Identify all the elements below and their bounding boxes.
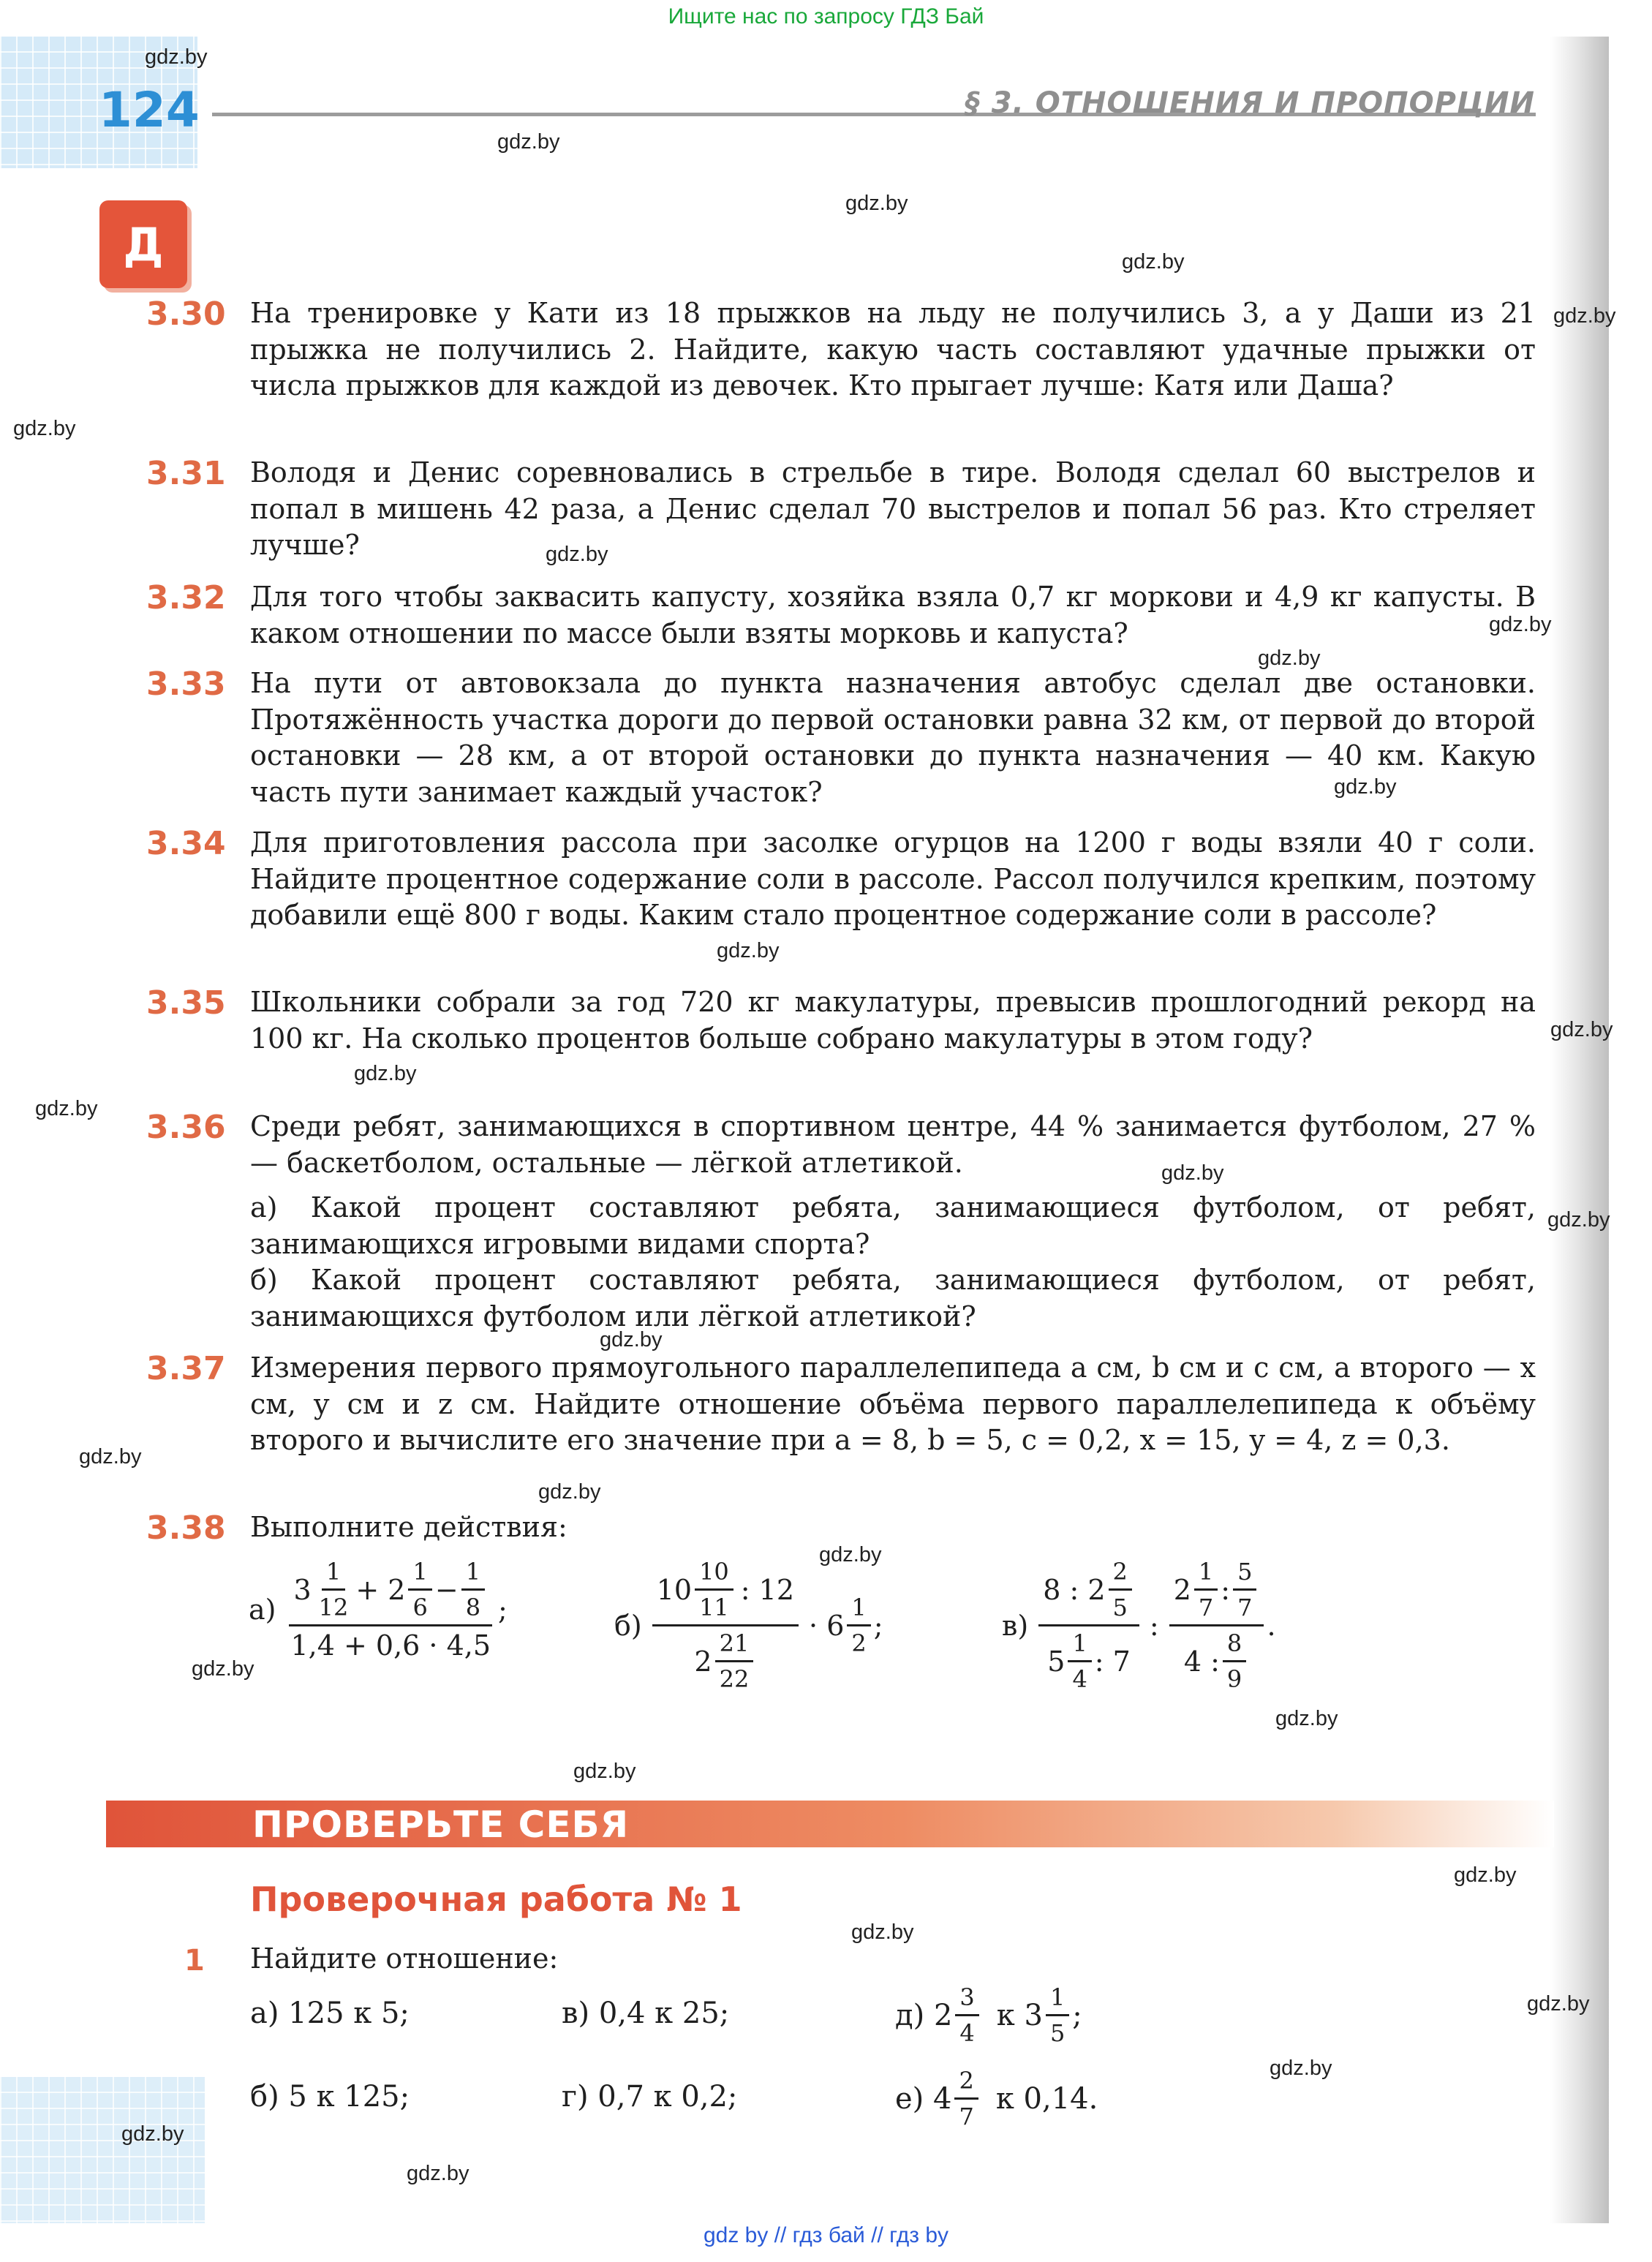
problem-3-33	[146, 666, 1536, 810]
option-g: г) 0,7 к 0,2;	[562, 2080, 738, 2114]
problem-3-31	[146, 455, 1536, 564]
text: к 0,14.	[995, 2081, 1098, 2116]
den: 8	[465, 1594, 481, 1621]
text: к 3	[996, 1998, 1043, 2032]
num: 2	[1109, 1558, 1132, 1591]
watermark: gdz.by	[851, 1920, 914, 1944]
denominator: 1,4 + 0,6 · 4,5	[290, 1629, 491, 1662]
num: 5	[1233, 1558, 1256, 1591]
num: 1	[322, 1558, 345, 1591]
numerator	[652, 1558, 799, 1626]
test-work-title: Проверочная работа № 1	[250, 1880, 742, 1919]
expression-label: б)	[614, 1609, 642, 1642]
problem-number: 3.31	[146, 455, 226, 492]
whole: 2	[694, 1645, 712, 1678]
punct: ;	[498, 1594, 508, 1626]
watermark: gdz.by	[1270, 2056, 1332, 2080]
num: 10	[695, 1558, 733, 1591]
option-v: в) 0,4 к 25;	[562, 1997, 730, 2030]
watermark: gdz.by	[1275, 1707, 1338, 1730]
watermark: gdz.by	[1547, 1208, 1610, 1232]
watermark: gdz.by	[573, 1760, 636, 1783]
denominator	[1043, 1626, 1135, 1693]
den: 11	[699, 1594, 729, 1621]
big-fraction	[286, 1558, 495, 1662]
denominator	[690, 1626, 761, 1693]
operator: :	[1221, 1573, 1231, 1606]
problem-text: Среди ребят, занимающихся в спортивном центре, 44 % занимается футболом, 27 % — баскетболом, остальные — лёгкой атлетикой.	[250, 1110, 1536, 1179]
problem-3-32	[146, 579, 1536, 652]
fraction-1	[1038, 1558, 1139, 1693]
den: 5	[1112, 1594, 1128, 1621]
watermark: gdz.by	[1161, 1161, 1224, 1185]
den: 4	[959, 2019, 975, 2047]
watermark: gdz.by	[717, 939, 780, 962]
den: 22	[719, 1665, 750, 1693]
problem-text: Володя и Денис соревновались в стрельбе в тире. Володя сделал 60 выстрелов и попал в мишень 42 раза, а Денис сделал 70 выстрелов и попал 56 раз. Кто стреляет лучше?	[250, 456, 1536, 561]
watermark: gdz.by	[1550, 1018, 1613, 1041]
watermark: gdz.by	[1527, 1992, 1590, 2016]
problem-text: Для приготовления рассола при засолке огурцов на 1200 г воды взяли 40 г соли. Найдите процентное содержание соли в рассоле. Рассол получился крепким, поэтому добавили ещё 800 г воды. Каким стало процентное содержание соли в рассоле?	[250, 826, 1536, 931]
expression-c	[1002, 1558, 1276, 1693]
operator: · 6	[809, 1609, 845, 1642]
denominator	[1180, 1626, 1253, 1693]
problem-text: Измерения первого прямоугольного параллелепипеда a см, b см и c см, а второго — x см, y см и z см. Найдите отношение объёма первого параллелепипеда к объёму второго и вычислите его значение при a = 8, b = 5, c = 0,2, x = 15, y = 4, z = 0,3.	[250, 1351, 1536, 1456]
level-d-badge: Д	[99, 200, 187, 288]
problem-3-36	[146, 1109, 1536, 1335]
den: 6	[412, 1594, 428, 1621]
den: 7	[1198, 1594, 1214, 1621]
problem-3-30	[146, 295, 1536, 404]
fraction-2	[1169, 1558, 1264, 1693]
operator: −	[434, 1573, 459, 1606]
numerator	[289, 1558, 492, 1626]
punct: ;	[1072, 1998, 1082, 2032]
num: 2	[954, 2067, 978, 2100]
num: 1	[847, 1594, 870, 1626]
big-fraction	[652, 1558, 799, 1693]
check-yourself-title: ПРОВЕРЬТЕ СЕБЯ	[252, 1803, 630, 1846]
watermark: gdz.by	[1122, 250, 1185, 274]
problem-number: 3.38	[146, 1509, 226, 1547]
expression-a	[249, 1558, 508, 1662]
punct: ;	[873, 1609, 883, 1642]
operator: : 12	[740, 1573, 795, 1606]
problem-text: На тренировке у Кати из 18 прыжков на льду не получились 3, а у Даши из 21 прыжка не получились 2. Найдите, какую часть составляют удачные прыжки от числа прыжков для каждой из девочек. Кто прыгает лучше: Катя или Даша?	[250, 297, 1536, 401]
den: 12	[318, 1594, 349, 1621]
problem-number: 3.35	[146, 984, 226, 1022]
num: 21	[715, 1629, 754, 1662]
den: 7	[1237, 1594, 1253, 1621]
numerator	[1038, 1558, 1139, 1626]
expression-label: в)	[1002, 1609, 1029, 1642]
problem-text: Для того чтобы заквасить капусту, хозяйка взяла 0,7 кг моркови и 4,9 кг капусты. В каком отношении по массе были взяты морковь и капуста?	[250, 581, 1536, 649]
watermark: gdz.by	[600, 1328, 663, 1351]
whole: 2	[1173, 1573, 1191, 1606]
den: 5	[1049, 2019, 1065, 2047]
num: 8	[1223, 1629, 1246, 1662]
problem-number: 3.32	[146, 579, 226, 617]
watermark: gdz.by	[354, 1062, 417, 1085]
den: 2	[851, 1629, 867, 1657]
problem-3-35	[146, 984, 1536, 1057]
num: 1	[408, 1558, 431, 1591]
watermark: gdz.by	[1258, 646, 1321, 670]
watermark: gdz.by	[121, 2122, 184, 2146]
problem-number: 3.37	[146, 1350, 226, 1387]
den: 9	[1226, 1665, 1242, 1693]
whole: 10	[656, 1573, 693, 1606]
watermark: gdz.by	[145, 45, 208, 69]
bottom-links[interactable]: gdz by // гдз бай // гдз by	[703, 2223, 949, 2247]
decorative-grid-bottom	[0, 2077, 205, 2223]
problem-3-38	[146, 1509, 1536, 1546]
watermark: gdz.by	[538, 1480, 601, 1504]
watermark: gdz.by	[497, 130, 560, 154]
watermark: gdz.by	[1334, 775, 1397, 799]
expression-b	[614, 1558, 883, 1693]
section-title: § 3. ОТНОШЕНИЯ И ПРОПОРЦИИ	[965, 86, 1535, 120]
page-spine-shadow	[1550, 37, 1609, 2223]
problem-3-37	[146, 1350, 1536, 1459]
num: 1	[1194, 1558, 1218, 1591]
watermark: gdz.by	[192, 1657, 254, 1681]
problem-number: 3.33	[146, 666, 226, 703]
task-number: 1	[184, 1944, 205, 1978]
whole: 3	[293, 1573, 312, 1606]
problem-text: Школьники собрали за год 720 кг макулатуры, превысив прошлогодний рекорд на 100 кг. На сколько процентов больше собрано макулатуры в этом году?	[250, 986, 1536, 1055]
expression-label: а)	[249, 1594, 276, 1626]
page-number: 124	[99, 82, 200, 138]
option-b: б) 5 к 125;	[250, 2080, 410, 2114]
watermark: gdz.by	[1553, 304, 1616, 328]
option-d	[895, 1983, 1082, 2047]
option-e	[895, 2067, 1098, 2130]
problem-3-34	[146, 825, 1536, 934]
operator: + 2	[355, 1573, 406, 1606]
task-text: Найдите отношение:	[250, 1942, 559, 1975]
problem-number: 3.36	[146, 1109, 226, 1146]
watermark: gdz.by	[546, 543, 608, 566]
den: 4	[1072, 1665, 1087, 1693]
numerator	[1169, 1558, 1264, 1626]
num: 1	[1046, 1983, 1069, 2016]
num: 1	[1068, 1629, 1091, 1662]
problem-number: 3.30	[146, 295, 226, 333]
top-search-link[interactable]: Ищите нас по запросу ГДЗ Бай	[668, 4, 984, 29]
problem-text: На пути от автовокзала до пункта назначения автобус сделал две остановки. Протяжённость участка дороги до первой остановки равна 32 км, от первой до второй остановки — 28 км, а от второй остановки до пункта назначения — 40 км. Какую часть пути занимает каждый участок?	[250, 667, 1536, 808]
watermark: gdz.by	[407, 2162, 469, 2185]
watermark: gdz.by	[819, 1543, 882, 1567]
den: 7	[959, 2103, 974, 2130]
watermark: gdz.by	[845, 192, 908, 215]
subquestion-b: б) Какой процент составляют ребята, занимающиеся футболом, от ребят, занимающихся футболом или лёгкой атлетикой?	[250, 1264, 1536, 1332]
num: 1	[461, 1558, 485, 1591]
watermark: gdz.by	[79, 1445, 142, 1469]
watermark: gdz.by	[1454, 1863, 1517, 1887]
watermark: gdz.by	[13, 417, 76, 440]
punct: .	[1267, 1609, 1276, 1642]
term: 8 : 2	[1043, 1573, 1106, 1606]
whole: 5	[1047, 1645, 1065, 1678]
problem-text: Выполните действия:	[250, 1511, 567, 1543]
option-a: а) 125 к 5;	[250, 1997, 410, 2030]
label: е) 4	[895, 2081, 952, 2116]
term: 4 :	[1183, 1645, 1220, 1678]
watermark: gdz.by	[35, 1097, 98, 1120]
label: д) 2	[895, 1998, 953, 2032]
operator: : 7	[1094, 1645, 1131, 1678]
problem-number: 3.34	[146, 825, 226, 862]
subquestion-a: а) Какой процент составляют ребята, занимающиеся футболом, от ребят, занимающихся игровыми видами спорта?	[250, 1191, 1536, 1260]
num: 3	[955, 1983, 978, 2016]
operator: :	[1149, 1609, 1159, 1642]
watermark: gdz.by	[1489, 613, 1552, 636]
